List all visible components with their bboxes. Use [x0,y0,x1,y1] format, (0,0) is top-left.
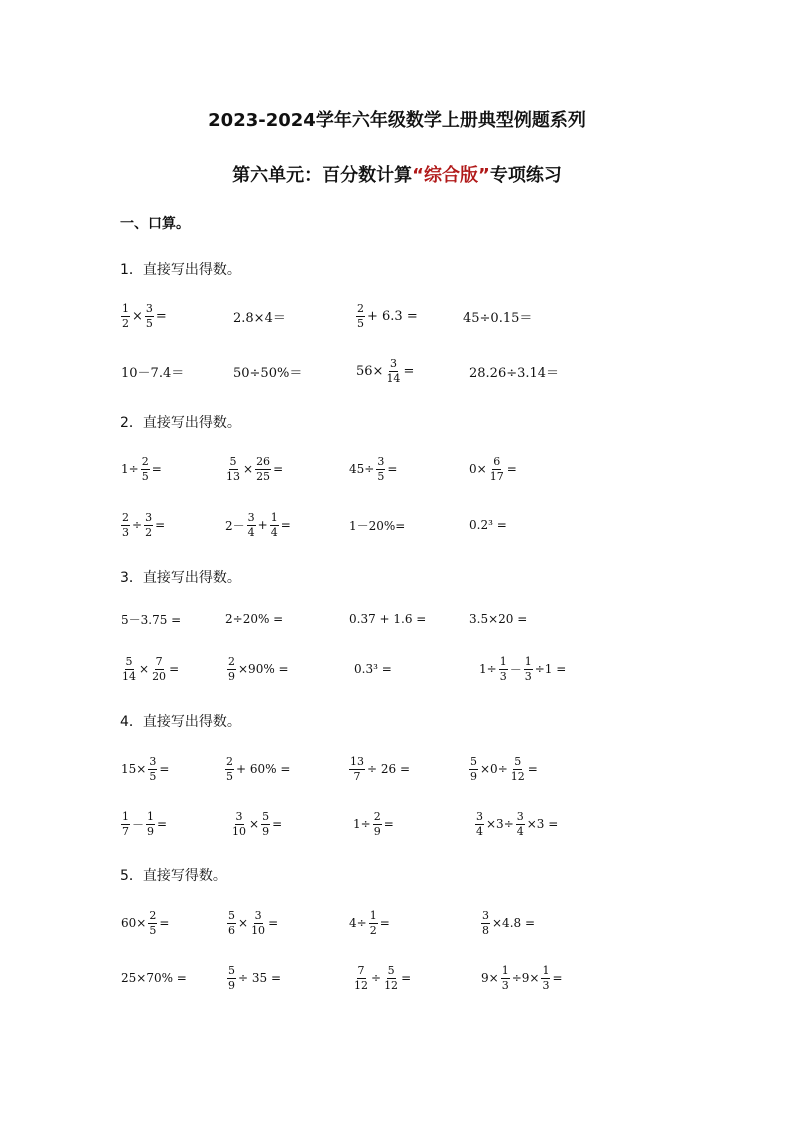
page-title: 2023-2024学年六年级数学上册典型例题系列 [208,110,586,131]
math-problem [348,505,406,545]
fraction-numerator: 2 [373,809,381,823]
fraction-numerator: 3 [145,301,153,315]
expression-text: = [159,916,170,930]
expression-text: = [506,462,517,476]
math-problem [232,296,287,336]
fraction [148,909,157,938]
expression-text: 45÷ [349,462,375,476]
fraction-numerator: 6 [493,454,501,468]
subtitle-suffix: 专项练习 [489,165,562,186]
fraction-denominator: 3 [542,978,550,992]
fraction-denominator: 13 [226,469,240,483]
fraction-denominator: 3 [499,669,507,683]
expression-text: ÷ [132,518,143,532]
expression-text: ÷ [371,971,382,985]
fraction-denominator: 9 [228,669,235,683]
expression-text: 1－20%= [349,518,406,533]
fraction-denominator: 2 [145,525,153,539]
expression-text: ×3 = [526,817,559,831]
math-problem [230,804,283,844]
fraction [373,810,382,839]
expression-text: × [249,817,260,831]
fraction-denominator: 7 [122,824,129,838]
fraction-numerator: 13 [350,754,364,768]
group-label: 1．直接写出得数。 [120,262,241,278]
fraction-numerator: 26 [256,454,271,468]
math-problem [120,804,168,844]
fraction-numerator: 1 [369,908,377,922]
fraction-numerator: 3 [145,510,153,524]
expression-text: 2.8×4＝ [233,310,286,326]
math-problem [353,649,393,689]
expression-text: ×90% = [238,662,289,676]
fraction-numerator: 1 [147,809,155,823]
fraction [385,357,401,386]
fraction [144,511,153,540]
fraction [121,655,137,684]
group-label: 2．直接写出得数。 [120,415,241,431]
fraction-denominator: 12 [384,978,399,992]
section-heading: 一、口算。 [120,216,190,232]
math-problem [474,804,559,844]
fraction-numerator: 5 [514,754,522,768]
expression-text: 2÷20% = [225,612,284,626]
math-problem [348,903,391,943]
expression-text: × [243,462,254,476]
fraction [250,909,266,938]
expression-text: = [157,817,168,831]
fraction-numerator: 3 [247,510,255,524]
expression-text: = [268,916,279,930]
math-problem [120,903,170,943]
expression-text: = [379,916,390,930]
expression-text: = [273,462,284,476]
fraction-numerator: 7 [357,963,365,977]
fraction [121,511,130,540]
fraction-denominator: 17 [489,469,504,483]
fraction [516,810,525,839]
math-problem [355,351,415,391]
math-problem [232,351,303,391]
fraction [146,810,155,839]
math-problem [348,599,427,639]
fraction-denominator: 4 [516,824,524,838]
expression-text: × [132,308,143,324]
fraction-numerator: 3 [254,908,262,922]
expression-text: ×4.8 = [492,916,536,930]
fraction [148,755,157,784]
fraction-numerator: 1 [270,510,278,524]
fraction-denominator: 4 [270,525,278,539]
fraction-denominator: 9 [373,824,381,838]
fraction-denominator: 20 [152,669,167,683]
math-problem [224,449,284,489]
fraction-numerator: 1 [122,301,129,315]
math-problem [352,804,395,844]
expression-text: = [383,817,394,831]
expression-text: 56× [356,363,384,379]
math-problem [462,296,533,336]
fraction-numerator: 2 [357,301,364,315]
fraction-denominator: 9 [228,978,235,992]
problem-row [0,958,794,998]
fraction [231,810,247,839]
problem-row [0,599,794,639]
expression-text: = [403,363,415,379]
fraction-numerator: 3 [235,809,243,823]
fraction-denominator: 5 [141,469,149,483]
fraction [121,810,130,839]
fraction [376,455,385,484]
math-problem [468,505,508,545]
fraction [227,964,236,993]
expression-text: 25×70% = [121,971,187,985]
problem-row [0,749,794,789]
fraction [541,964,550,993]
math-problem [120,749,170,789]
fraction [369,909,378,938]
expression-text: = [155,518,166,532]
expression-text: ÷9× [511,971,540,985]
fraction-denominator: 6 [228,923,235,937]
fraction-denominator: 14 [386,371,401,385]
expression-text: + [257,518,268,532]
expression-text: 60× [121,916,147,930]
expression-text: × [238,916,249,930]
fraction [151,655,167,684]
expression-text: = [151,462,162,476]
expression-text: = [155,308,167,324]
expression-text: 0.2³ = [469,518,507,532]
expression-text: = [527,762,538,776]
expression-text: 10－7.4＝ [121,365,185,381]
fraction-denominator: 5 [145,316,153,330]
fraction [227,909,236,938]
expression-text: 0.3³ = [354,662,392,676]
math-problem [120,958,188,998]
expression-text: = [280,518,291,532]
math-problem [120,296,168,336]
expression-text: 45÷0.15＝ [463,310,533,326]
expression-text: 28.26÷3.14＝ [469,365,560,381]
math-problem [120,351,185,391]
fraction-denominator: 12 [510,769,525,783]
expression-text: + 60% = [236,762,291,776]
fraction-numerator: 5 [262,809,270,823]
fraction-numerator: 5 [387,963,395,977]
fraction [383,964,399,993]
math-problem [468,351,560,391]
math-problem [352,958,412,998]
fraction-numerator: 5 [470,754,477,768]
fraction-denominator: 5 [226,769,233,783]
fraction-numerator: 3 [516,809,524,823]
group-label: 4．直接写出得数。 [120,714,241,730]
math-problem [468,449,518,489]
problem-row [0,804,794,844]
expression-text: 1÷ [479,662,497,676]
fraction-denominator: 2 [369,923,377,937]
fraction-numerator: 2 [141,454,149,468]
expression-text: 3.5×20 = [469,612,528,626]
fraction [225,455,241,484]
fraction-numerator: 1 [122,809,129,823]
fraction-denominator: 14 [122,669,136,683]
fraction-numerator: 5 [229,454,237,468]
expression-text: 0.37 + 1.6 = [349,612,427,626]
fraction [356,302,365,331]
fraction-numerator: 1 [524,654,532,668]
fraction-denominator: 9 [262,824,270,838]
expression-text: = [272,817,283,831]
expression-text: = [387,462,398,476]
expression-text: ×0÷ [480,762,508,776]
expression-text: ÷ 26 = [367,762,411,776]
expression-text: 1÷ [353,817,371,831]
fraction [489,455,505,484]
expression-text: ÷1 = [534,662,567,676]
fraction-denominator: 4 [476,824,483,838]
math-problem [224,599,284,639]
fraction [469,755,478,784]
fraction [501,964,510,993]
fraction-numerator: 2 [226,754,233,768]
fraction-numerator: 1 [501,963,509,977]
math-problem [120,449,163,489]
fraction-numerator: 2 [149,908,157,922]
fraction-numerator: 2 [228,654,235,668]
fraction-denominator: 25 [256,469,271,483]
fraction-denominator: 9 [147,824,155,838]
math-problem [224,749,291,789]
math-problem [120,505,166,545]
fraction [510,755,526,784]
expression-text: 50÷50%＝ [233,365,303,381]
fraction-numerator: 3 [377,454,385,468]
problem-row [0,505,794,545]
expression-text: 15× [121,762,147,776]
fraction-numerator: 3 [482,908,489,922]
fraction-denominator: 4 [247,525,255,539]
expression-text: 2－ [225,518,245,533]
expression-text: = [552,971,563,985]
math-problem [120,599,182,639]
math-problem [468,749,539,789]
fraction [349,755,365,784]
fraction [227,655,236,684]
page-subtitle [0,161,794,187]
expression-text: － [132,817,145,832]
problem-row [0,449,794,489]
expression-text: × [139,662,150,676]
fraction-denominator: 10 [232,824,246,838]
fraction [524,655,533,684]
fraction [255,455,271,484]
fraction [353,964,369,993]
fraction [247,511,256,540]
fraction [499,655,508,684]
expression-text: = [159,762,170,776]
math-problem [224,505,292,545]
expression-text: = [169,662,180,676]
fraction-denominator: 7 [353,769,361,783]
expression-text: = [401,971,412,985]
subtitle-prefix: 第六单元：百分数计算 [232,165,413,186]
math-problem [348,749,411,789]
fraction [145,302,154,331]
math-problem [355,296,419,336]
fraction-denominator: 12 [354,978,368,992]
fraction-denominator: 5 [149,769,157,783]
group-label: 5．直接写得数。 [120,868,227,884]
math-problem [120,649,180,689]
expression-text: 5－3.75 = [121,612,182,627]
group-label: 3．直接写出得数。 [120,570,241,586]
fraction-numerator: 7 [155,654,163,668]
expression-text: 9× [481,971,499,985]
math-problem [480,903,536,943]
fraction [121,302,130,331]
math-problem [468,599,528,639]
fraction [261,810,270,839]
fraction-denominator: 5 [149,923,157,937]
expression-text: + 6.3 = [367,308,418,324]
expression-text: ÷ 35 = [238,971,282,985]
math-problem [348,449,398,489]
expression-text: 1÷ [121,462,139,476]
expression-text: ×3÷ [486,817,514,831]
fraction [225,755,234,784]
fraction [481,909,490,938]
fraction-numerator: 5 [125,654,133,668]
fraction-denominator: 10 [251,923,266,937]
fraction-denominator: 5 [377,469,385,483]
fraction-numerator: 1 [499,654,507,668]
math-problem [226,958,282,998]
fraction-numerator: 3 [149,754,157,768]
fraction-denominator: 8 [482,923,489,937]
fraction-denominator: 3 [122,525,129,539]
problem-row [0,296,794,336]
expression-text: － [509,662,522,677]
fraction-denominator: 3 [524,669,532,683]
math-problem [480,958,564,998]
math-problem [226,649,290,689]
math-problem [226,903,279,943]
fraction-denominator: 2 [122,316,129,330]
fraction-denominator: 9 [470,769,477,783]
fraction-denominator: 3 [501,978,509,992]
fraction-numerator: 3 [389,356,397,370]
math-problem [478,649,567,689]
subtitle-highlight: “综合版” [412,165,490,186]
problem-row [0,649,794,689]
problem-row [0,351,794,391]
fraction-numerator: 1 [542,963,550,977]
fraction [141,455,150,484]
fraction [270,511,279,540]
fraction-denominator: 5 [357,316,364,330]
expression-text: 4÷ [349,916,367,930]
fraction-numerator: 5 [228,963,235,977]
expression-text: 0× [469,462,487,476]
fraction-numerator: 3 [476,809,483,823]
fraction [475,810,484,839]
fraction-numerator: 5 [228,908,235,922]
problem-row [0,903,794,943]
fraction-numerator: 2 [122,510,129,524]
